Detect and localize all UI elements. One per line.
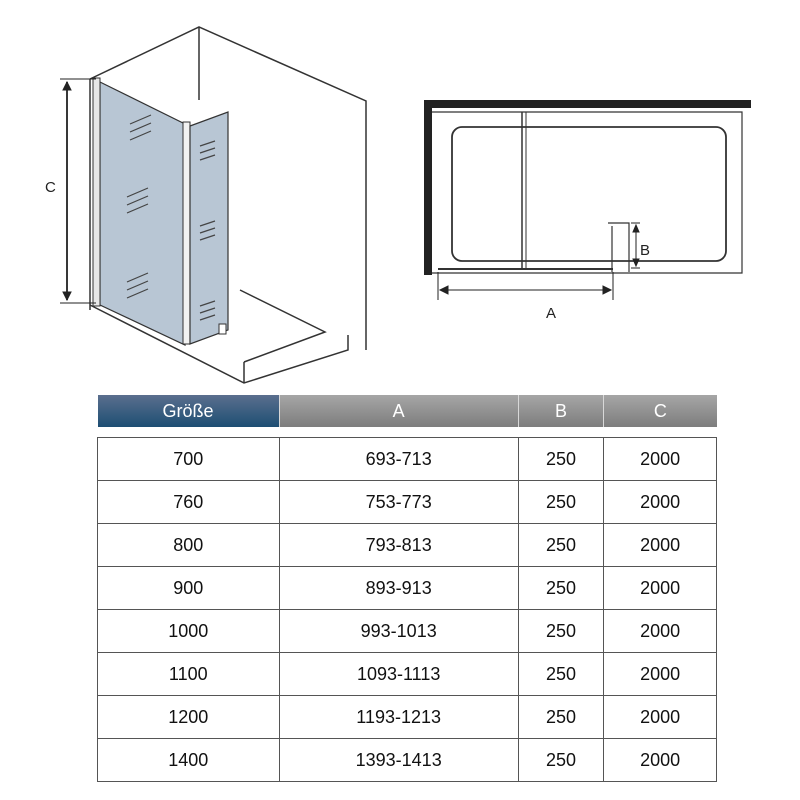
header-c: C bbox=[604, 395, 717, 427]
side-wall bbox=[424, 100, 432, 275]
cell-size: 900 bbox=[98, 567, 280, 610]
cell-a: 993-1013 bbox=[279, 610, 518, 653]
cell-c: 2000 bbox=[604, 610, 717, 653]
cell-size: 1400 bbox=[98, 739, 280, 782]
header-b: B bbox=[518, 395, 603, 427]
cell-size: 1200 bbox=[98, 696, 280, 739]
cell-a: 793-813 bbox=[279, 524, 518, 567]
dimension-b-label: B bbox=[640, 242, 651, 259]
cell-c: 2000 bbox=[604, 524, 717, 567]
cell-size: 1000 bbox=[98, 610, 280, 653]
cell-b: 250 bbox=[518, 696, 603, 739]
table-row bbox=[98, 610, 717, 653]
cell-b: 250 bbox=[518, 653, 603, 696]
glass-panel-side bbox=[190, 112, 228, 344]
cell-size: 1100 bbox=[98, 653, 280, 696]
header-a: A bbox=[279, 395, 518, 427]
cell-c: 2000 bbox=[604, 438, 717, 481]
dimension-c-label: C bbox=[45, 179, 56, 196]
table-row bbox=[98, 524, 717, 567]
cell-b: 250 bbox=[518, 610, 603, 653]
glass-panel-main bbox=[100, 82, 185, 345]
table-header-row bbox=[98, 395, 717, 427]
table-row bbox=[98, 481, 717, 524]
cell-size: 760 bbox=[98, 481, 280, 524]
cell-c: 2000 bbox=[604, 696, 717, 739]
cell-c: 2000 bbox=[604, 739, 717, 782]
size-table bbox=[97, 395, 717, 782]
cell-c: 2000 bbox=[604, 653, 717, 696]
table-row bbox=[98, 653, 717, 696]
cell-a: 1393-1413 bbox=[279, 739, 518, 782]
dimension-a bbox=[438, 272, 613, 300]
cell-c: 2000 bbox=[604, 481, 717, 524]
foot-bracket bbox=[219, 324, 226, 334]
back-wall bbox=[424, 100, 751, 108]
table-row bbox=[98, 567, 717, 610]
cell-b: 250 bbox=[518, 438, 603, 481]
isometric-shower-diagram bbox=[0, 0, 400, 390]
cell-a: 753-773 bbox=[279, 481, 518, 524]
cell-a: 693-713 bbox=[279, 438, 518, 481]
table-row bbox=[98, 696, 717, 739]
cell-b: 250 bbox=[518, 481, 603, 524]
cell-size: 800 bbox=[98, 524, 280, 567]
cell-b: 250 bbox=[518, 567, 603, 610]
cell-a: 1193-1213 bbox=[279, 696, 518, 739]
table-row bbox=[98, 438, 717, 481]
wall-profile bbox=[93, 78, 100, 306]
cell-a: 893-913 bbox=[279, 567, 518, 610]
cell-c: 2000 bbox=[604, 567, 717, 610]
cell-b: 250 bbox=[518, 524, 603, 567]
cell-size: 700 bbox=[98, 438, 280, 481]
header-size: Größe bbox=[98, 395, 280, 427]
panel-joint bbox=[183, 122, 190, 344]
cell-a: 1093-1113 bbox=[279, 653, 518, 696]
plan-view-diagram bbox=[400, 60, 800, 340]
dimension-a-label: A bbox=[546, 305, 557, 322]
cell-b: 250 bbox=[518, 739, 603, 782]
table-row bbox=[98, 739, 717, 782]
